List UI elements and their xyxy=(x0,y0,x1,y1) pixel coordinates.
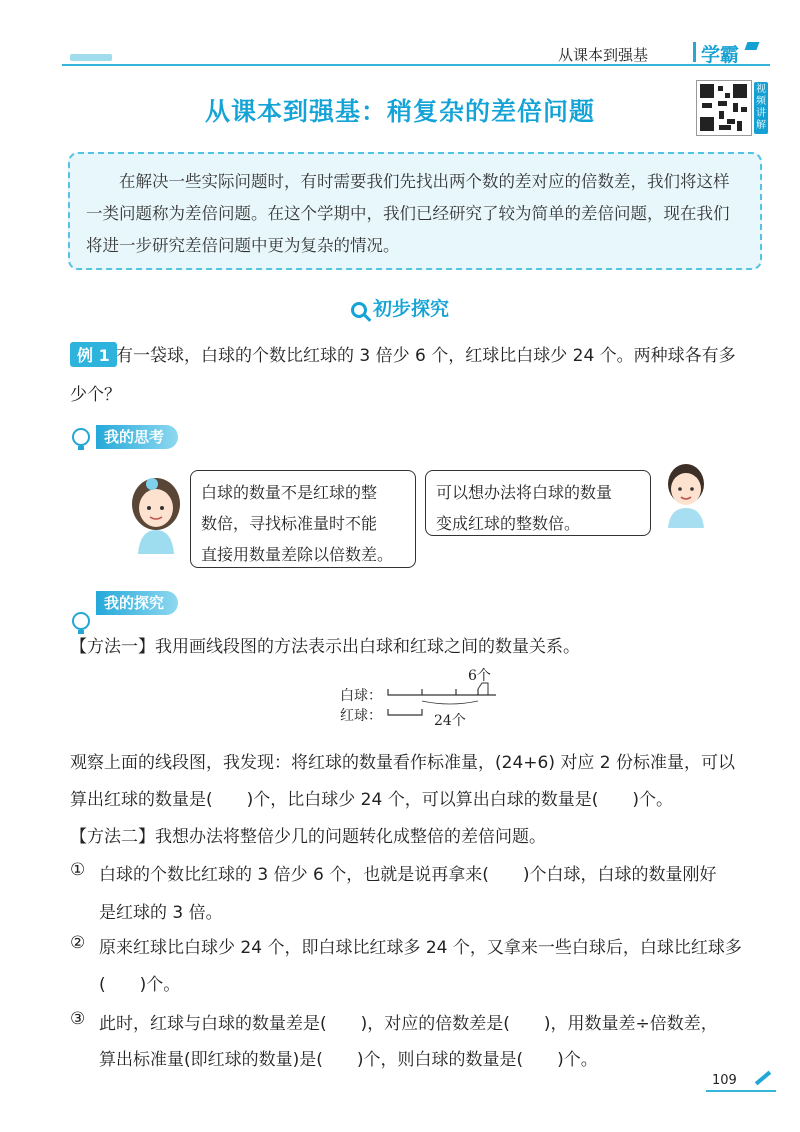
bubble-left-line2: 数倍，寻找标准量时不能 xyxy=(201,514,378,533)
header-decoration xyxy=(70,54,112,61)
red-ball-label: 红球： xyxy=(340,708,382,724)
observation-line2: 算出红球的数量是( )个，比白球少 24 个，可以算出白球的数量是( )个。 xyxy=(70,790,673,810)
speech-bubble-left xyxy=(190,470,416,568)
intro-text: 在解决一些实际问题时，有时需要我们先找出两个数的差对应的倍数差，我们将这样一类问题称为差倍问题。在这个学期中，我们已经研究了较为简单的差倍问题，现在我们将进一步研究差倍问题中更为复杂的情况。 xyxy=(86,172,730,255)
step-3-number: ③ xyxy=(70,1009,86,1029)
difference-24-label: 24个 xyxy=(434,713,466,729)
section-heading xyxy=(0,294,800,321)
qr-code-label: 视频讲解 xyxy=(754,82,768,134)
pencil-icon xyxy=(755,1071,771,1086)
explore-label: 我的探究 xyxy=(96,591,178,615)
white-ball-label: 白球： xyxy=(340,688,382,704)
step-1-line2: 是红球的 3 倍。 xyxy=(99,903,223,923)
step-2-number: ② xyxy=(70,933,86,953)
step-2-line2: ( )个。 xyxy=(99,975,181,995)
bubble-right-line2: 变成红球的整数倍。 xyxy=(436,514,581,533)
lightbulb-icon xyxy=(72,428,90,446)
method2-text: 【方法二】我想办法将整倍少几的问题转化成整倍的差倍问题。 xyxy=(70,827,546,847)
magnifier-icon xyxy=(351,302,367,318)
speech-bubble-right xyxy=(425,470,651,536)
step-2-line1: 原来红球比白球少 24 个，即白球比红球多 24 个，又拿来一些白球后，白球比红球多 xyxy=(99,938,742,958)
bubble-right-line1: 可以想办法将白球的数量 xyxy=(436,483,613,502)
thinking-label: 我的思考 xyxy=(96,425,178,449)
graduation-cap-icon xyxy=(745,42,760,50)
bubble-left-line3: 直接用数量差除以倍数差。 xyxy=(201,545,394,564)
page-title: 从课本到强基：稍复杂的差倍问题 xyxy=(204,97,595,126)
section-heading-label: 初步探究 xyxy=(372,298,449,320)
segment-diagram xyxy=(340,665,500,729)
header-brand: 学霸 xyxy=(701,44,740,66)
qr-code-icon[interactable] xyxy=(696,80,752,136)
segment-lines xyxy=(386,679,496,719)
step-1-line1: 白球的个数比红球的 3 倍少 6 个，也就是说再拿来( )个白球，白球的数量刚好 xyxy=(99,865,717,885)
step-3-line2: 算出标准量(即红球的数量)是( )个，则白球的数量是( )个。 xyxy=(99,1050,598,1070)
footer-rule xyxy=(706,1090,776,1092)
lightbulb-icon xyxy=(72,612,90,630)
observation-line1: 观察上面的线段图，我发现：将红球的数量看作标准量，(24+6) 对应 2 份标准量，可以 xyxy=(70,753,735,773)
page-number: 109 xyxy=(712,1073,737,1088)
girl-avatar xyxy=(128,474,184,554)
header-separator xyxy=(693,42,696,62)
boy-avatar xyxy=(660,462,712,528)
bubble-left-line1: 白球的数量不是红球的整 xyxy=(201,483,378,502)
method1-text: 【方法一】我用画线段图的方法表示出白球和红球之间的数量关系。 xyxy=(70,637,580,657)
header-rule xyxy=(62,64,770,66)
example-text-line2: 少个？ xyxy=(70,385,121,405)
header-section-title: 从课本到强基 xyxy=(558,46,649,64)
intro-box xyxy=(68,152,762,270)
example-text-line1: 有一袋球，白球的个数比红球的 3 倍少 6 个，红球比白球少 24 个。两种球各有多 xyxy=(116,346,736,366)
step-1-number: ① xyxy=(70,860,86,880)
example-badge: 例 1 xyxy=(70,342,117,367)
difference-six-label: 6个 xyxy=(468,668,491,684)
step-3-line1: 此时，红球与白球的数量差是( )，对应的倍数差是( )，用数量差÷倍数差， xyxy=(99,1014,718,1034)
